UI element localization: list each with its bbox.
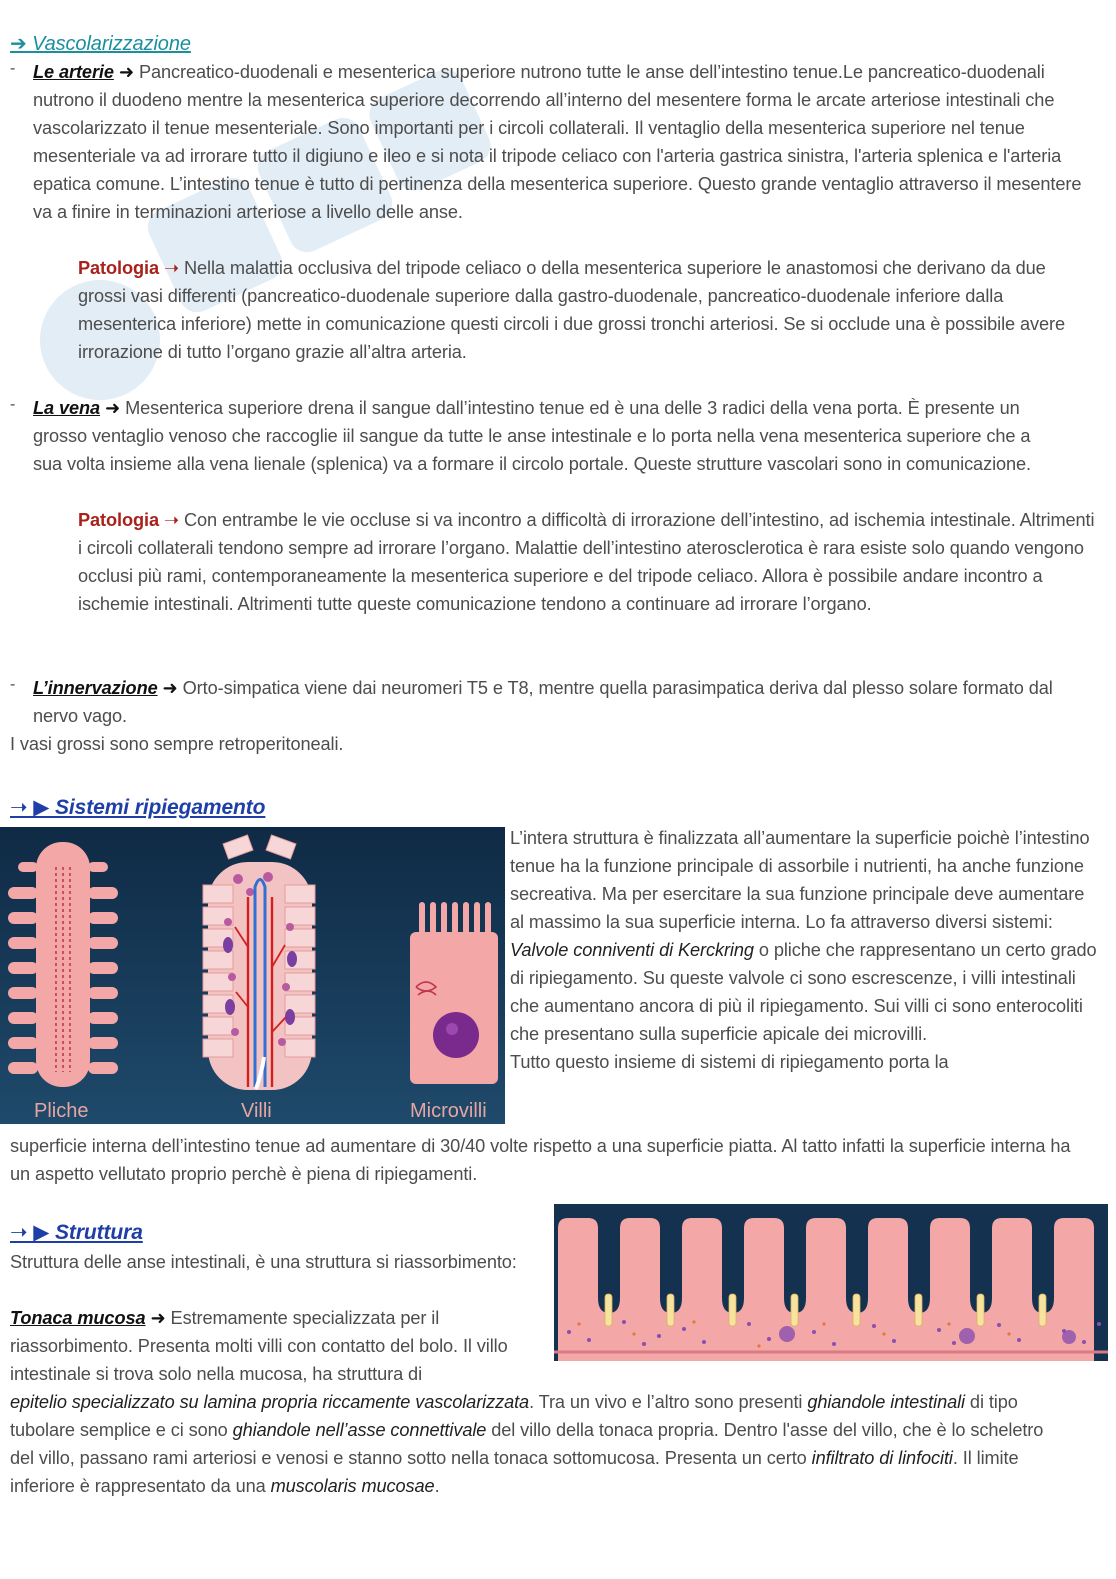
- arrow-icon: ➜: [118, 62, 134, 82]
- section-heading-struttura: ➝ ▶ Struttura: [10, 1221, 143, 1244]
- em-epitelio: epitelio specializzato su lamina propria riccamente vascolarizzata: [10, 1392, 530, 1412]
- section-heading-sistemi-ripiegamento: ➝ ▶ Sistemi ripiegamento: [10, 796, 266, 819]
- bullet-dash: -: [10, 60, 16, 77]
- text-segment: . Il limite inferiore è rappresentato da una: [10, 1448, 1019, 1496]
- caption-pliche: Pliche: [34, 1100, 89, 1122]
- text-segment: del villo della tonaca propria. Dentro l'asse del villo, che è lo scheletro del villo, passano rami arteriosi e venosi e stanno sotto nella tonaca sottomucosa. Presenta un certo: [10, 1420, 1044, 1468]
- patologia-vena-text: Con entrambe le vie occluse si va incontro a difficoltà di irrorazione dell’intestino, ad ischemia intestinale. Altrimenti i circoli collaterali tendono sempre ad irrorare l’organo. Malattie dell’intestino aterosclerotica è rara esiste solo quando vengono occlusi più rami, contemporaneamente la mesenterica superiore e del tripode celiaco. Allora è possibile andare incontro a ischemie intestinali. Altrimenti tutte queste comunicazione tendono a continuare ad irrorare l’organo.: [78, 510, 1095, 614]
- arterie-text: Pancreatico-duodenali e mesenterica superiore nutrono tutte le anse dell’intestino tenue.Le pancreatico-duodenali nutrono il duodeno mentre la mesenterica superiore decorrendo all’interno del mesentere forma le arcate arteriose intestinali che vascolarizzato il tenue mesenteriale. Sono importanti per i circoli collaterali. Il ventaglio della mesenterica superiore nel tenue mesenteriale va ad irrorare tutto il digiuno e ileo e si nota il tripode celiaco con l'arteria gastrica sinistra, l'arteria splenica e l'arteria epatica comune. L’intestino tenue è tutto di pertinenza della mesenterica superiore. Questo grande ventaglio attraverso il mesentere va a finire in terminazioni arteriose a livello delle anse.: [33, 62, 1082, 222]
- bullet-dash: -: [10, 396, 16, 413]
- paragraph-arterie: [33, 58, 1098, 226]
- paragraph-ripiegamento: [510, 824, 1100, 1076]
- em-ghiandole-intestinali: ghiandole intestinali: [807, 1392, 965, 1412]
- paragraph-struttura-intro: Struttura delle anse intestinali, è una struttura si riassorbimento:: [10, 1252, 517, 1272]
- patologia-arterie-text: Nella malattia occlusiva del tripode celiaco o della mesenterica superiore le anastomosi che derivano da due grossi vasi differenti (pancreatico-duodenale superiore dalla gastro-duodenale, pancreatico-duodenale inferiore dalla mesenterica inferiore) mette in comunicazione questi circoli i due grossi tronchi arteriosi. Se si occlude una è possibile avere irrorazione di tutto l’organo grazie all’altra arteria.: [78, 258, 1065, 362]
- text-segment: di tipo tubolare semplice e ci sono: [10, 1392, 1018, 1440]
- label-patologia: Patologia: [78, 258, 159, 278]
- paragraph-tonaca-continued: [10, 1388, 1065, 1500]
- note-vasi-grossi: I vasi grossi sono sempre retroperitoneali.: [10, 734, 344, 754]
- term-innervazione: L’innervazione: [33, 678, 158, 698]
- caption-microvilli: Microvilli: [410, 1100, 487, 1122]
- vena-text: Mesenterica superiore drena il sangue dall’intestino tenue ed è una delle 3 radici della vena porta. È presente un grosso ventaglio venoso che raccoglie iil sangue da tutte le anse intestinale e lo porta nella vena mesenterica superiore che a sua volta insieme alla vena lienale (splenica) va a formare il circolo portale. Queste strutture vascolari sono in comunicazione.: [33, 398, 1032, 474]
- paragraph-vena: [33, 394, 1053, 478]
- paragraph-innervazione: [33, 674, 1083, 730]
- tonaca-mucosa-text: Estremamente specializzata per il riassorbimento. Presenta molti villi con contatto del bolo. Il villo intestinale si trova solo nella mucosa, ha struttura di: [10, 1308, 508, 1384]
- term-tonaca-mucosa: Tonaca mucosa: [10, 1308, 146, 1328]
- villi-section-illustration: [554, 1204, 1108, 1361]
- text-segment: . Tra un vivo e l’altro sono presenti: [529, 1392, 808, 1412]
- arrow-icon: ➜: [105, 398, 121, 418]
- term-arterie: Le arterie: [33, 62, 114, 82]
- paragraph-patologia-vena: [78, 506, 1102, 618]
- label-patologia: Patologia: [78, 510, 159, 530]
- ripiegamento-kerckring-text: o pliche che rappresentano un certo grado di ripiegamento. Su queste valvole ci sono escrescenze, i villi intestinali che aumentano ancora di più il ripiegamento. Sui villi ci sono enterocoliti che presentano sulla superficie apicale dei microvilli.: [510, 940, 1097, 1044]
- paragraph-tonaca-mucosa: [10, 1304, 540, 1388]
- bullet-dash: -: [10, 676, 16, 693]
- em-infiltrato: infiltrato di linfociti: [811, 1448, 953, 1468]
- em-ghiandole-asse: ghiandole nell’asse connettivale: [232, 1420, 487, 1440]
- text-segment: .: [434, 1476, 440, 1496]
- paragraph-patologia-arterie: [78, 254, 1083, 366]
- em-muscolaris: muscolaris mucosae: [270, 1476, 435, 1496]
- villi-section-figure: [554, 1204, 1108, 1361]
- ripiegamento-illustration: [0, 827, 505, 1124]
- ripiegamento-figure: [0, 827, 505, 1124]
- innervazione-text: Orto-simpatica viene dai neuromeri T5 e T8, mentre quella parasimpatica deriva dal plesso solare formato dal nervo vago.: [33, 678, 1053, 726]
- arrow-icon: ➝: [163, 258, 180, 278]
- section-heading-vascolarizzazione: ➔ Vascolarizzazione: [10, 33, 191, 55]
- term-kerckring: Valvole conniventi di Kerckring: [510, 940, 754, 960]
- ripiegamento-summary-start: Tutto questo insieme di sistemi di ripiegamento porta la: [510, 1052, 949, 1072]
- arrow-icon: ➜: [150, 1308, 166, 1328]
- caption-villi: Villi: [241, 1100, 272, 1122]
- term-vena: La vena: [33, 398, 101, 418]
- ripiegamento-intro: L’intera struttura è finalizzata all’aumentare la superficie poichè l’intestino tenue ha la funzione principale di assorbile i nutrienti, ha anche funzione secreativa. Ma per esercitare la sua funzione principale deve aumentare al massimo la sua superficie interna. Lo fa attraverso diversi sistemi:: [510, 828, 1090, 932]
- arrow-icon: ➜: [162, 678, 178, 698]
- paragraph-ripiegamento-continued: superficie interna dell’intestino tenue ad aumentare di 30/40 volte rispetto a una superficie piatta. Al tatto infatti la superficie interna ha un aspetto vellutato proprio perchè è piena di ripiegamenti.: [10, 1136, 1071, 1184]
- arrow-icon: ➝: [163, 510, 180, 530]
